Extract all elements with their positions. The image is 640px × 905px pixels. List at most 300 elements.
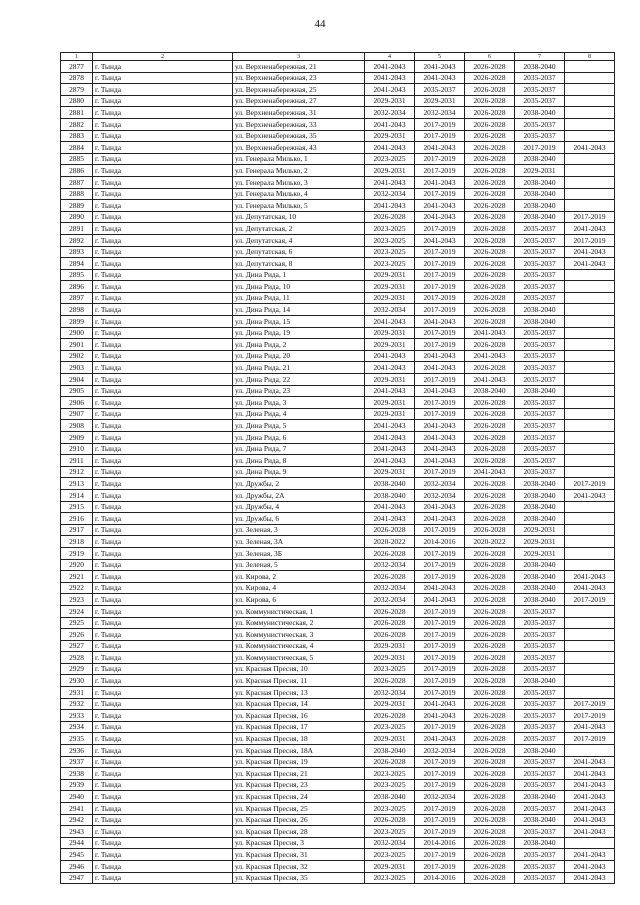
- row-number-cell: 2919: [61, 547, 93, 559]
- period-col8-cell: [565, 385, 615, 397]
- city-cell: г. Тында: [93, 814, 233, 826]
- table-row: [61, 814, 615, 826]
- period-col6-cell: 2041-2043: [465, 466, 515, 478]
- table-row: [61, 95, 615, 107]
- city-cell: г. Тында: [93, 142, 233, 154]
- period-col5-cell: 2017-2019: [415, 571, 465, 583]
- period-col8-cell: [565, 536, 615, 548]
- row-number-cell: 2905: [61, 385, 93, 397]
- period-col7-cell: 2035-2037: [515, 860, 565, 872]
- period-col7-cell: 2038-2040: [515, 61, 565, 73]
- period-col5-cell: 2017-2019: [415, 246, 465, 258]
- period-col4-cell: 2041-2043: [365, 362, 415, 374]
- period-col5-cell: 2017-2019: [415, 826, 465, 838]
- city-cell: г. Тында: [93, 455, 233, 467]
- period-col8-cell: [565, 629, 615, 641]
- period-col7-cell: 2038-2040: [515, 316, 565, 328]
- address-cell: ул. Дружбы, 2А: [233, 489, 365, 501]
- period-col8-cell: [565, 130, 615, 142]
- period-col5-cell: 2041-2043: [415, 234, 465, 246]
- period-col7-cell: 2035-2037: [515, 443, 565, 455]
- table-row: [61, 455, 615, 467]
- period-col5-cell: 2041-2043: [415, 443, 465, 455]
- city-cell: г. Тында: [93, 675, 233, 687]
- address-cell: ул. Коммунистическая, 1: [233, 605, 365, 617]
- row-number-cell: 2914: [61, 489, 93, 501]
- table-row: [61, 258, 615, 270]
- city-cell: г. Тында: [93, 768, 233, 780]
- city-cell: г. Тында: [93, 617, 233, 629]
- period-col8-cell: [565, 640, 615, 652]
- period-col4-cell: 2023-2025: [365, 234, 415, 246]
- table-row: [61, 223, 615, 235]
- period-col8-cell: 2041-2043: [565, 142, 615, 154]
- address-cell: ул. Генерала Милько, 2: [233, 165, 365, 177]
- table-row: [61, 547, 615, 559]
- period-col8-cell: 2041-2043: [565, 246, 615, 258]
- address-cell: ул. Дина Рида, 4: [233, 408, 365, 420]
- period-col6-cell: 2026-2028: [465, 269, 515, 281]
- row-number-cell: 2911: [61, 455, 93, 467]
- period-col6-cell: 2041-2043: [465, 350, 515, 362]
- period-col7-cell: 2038-2040: [515, 489, 565, 501]
- row-number-cell: 2901: [61, 339, 93, 351]
- period-col8-cell: [565, 687, 615, 699]
- city-cell: г. Тында: [93, 559, 233, 571]
- page-number: 44: [314, 18, 326, 30]
- address-cell: ул. Красная Пресня, 14: [233, 698, 365, 710]
- address-cell: ул. Депутатская, 4: [233, 234, 365, 246]
- period-col6-cell: 2026-2028: [465, 95, 515, 107]
- table-row: [61, 84, 615, 96]
- period-col6-cell: 2026-2028: [465, 200, 515, 212]
- row-number-cell: 2925: [61, 617, 93, 629]
- period-col8-cell: [565, 339, 615, 351]
- table-row: [61, 629, 615, 641]
- period-col4-cell: 2026-2028: [365, 524, 415, 536]
- row-number-cell: 2915: [61, 501, 93, 513]
- period-col4-cell: 2029-2031: [365, 130, 415, 142]
- period-col6-cell: 2026-2028: [465, 501, 515, 513]
- row-number-cell: 2909: [61, 432, 93, 444]
- city-cell: г. Тында: [93, 756, 233, 768]
- table-row: [61, 107, 615, 119]
- address-cell: ул. Генерала Милько, 4: [233, 188, 365, 200]
- address-cell: ул. Дина Рида, 1: [233, 269, 365, 281]
- city-cell: г. Тында: [93, 95, 233, 107]
- period-col6-cell: 2026-2028: [465, 513, 515, 525]
- col-header-5: 5: [415, 53, 465, 61]
- period-col5-cell: 2017-2019: [415, 629, 465, 641]
- period-col4-cell: 2029-2031: [365, 281, 415, 293]
- row-number-cell: 2883: [61, 130, 93, 142]
- period-col4-cell: 2032-2034: [365, 594, 415, 606]
- period-col5-cell: 2017-2019: [415, 397, 465, 409]
- city-cell: г. Тында: [93, 605, 233, 617]
- city-cell: г. Тында: [93, 489, 233, 501]
- city-cell: г. Тында: [93, 432, 233, 444]
- period-col6-cell: 2026-2028: [465, 582, 515, 594]
- period-col6-cell: 2026-2028: [465, 779, 515, 791]
- row-number-cell: 2899: [61, 316, 93, 328]
- period-col8-cell: 2041-2043: [565, 223, 615, 235]
- period-col6-cell: 2026-2028: [465, 397, 515, 409]
- period-col6-cell: 2026-2028: [465, 258, 515, 270]
- row-number-cell: 2879: [61, 84, 93, 96]
- row-number-cell: 2890: [61, 211, 93, 223]
- col-header-6: 6: [465, 53, 515, 61]
- row-number-cell: 2882: [61, 118, 93, 130]
- period-col4-cell: 2026-2028: [365, 675, 415, 687]
- period-col8-cell: [565, 745, 615, 757]
- period-col4-cell: 2041-2043: [365, 385, 415, 397]
- period-col5-cell: 2017-2019: [415, 258, 465, 270]
- period-col4-cell: 2029-2031: [365, 374, 415, 386]
- address-cell: ул. Дина Рида, 23: [233, 385, 365, 397]
- address-cell: ул. Генерала Милько, 3: [233, 176, 365, 188]
- city-cell: г. Тында: [93, 327, 233, 339]
- address-cell: ул. Красная Пресня, 18А: [233, 745, 365, 757]
- period-col5-cell: 2017-2019: [415, 223, 465, 235]
- period-col8-cell: 2017-2019: [565, 594, 615, 606]
- city-cell: г. Тында: [93, 84, 233, 96]
- period-col6-cell: 2026-2028: [465, 571, 515, 583]
- period-col6-cell: 2026-2028: [465, 339, 515, 351]
- col-header-1: 1: [61, 53, 93, 61]
- period-col8-cell: [565, 95, 615, 107]
- period-col6-cell: 2026-2028: [465, 234, 515, 246]
- period-col5-cell: 2017-2019: [415, 605, 465, 617]
- row-number-cell: 2940: [61, 791, 93, 803]
- row-number-cell: 2895: [61, 269, 93, 281]
- row-number-cell: 2904: [61, 374, 93, 386]
- period-col8-cell: 2041-2043: [565, 814, 615, 826]
- address-cell: ул. Кирова, 6: [233, 594, 365, 606]
- col-header-8: 8: [565, 53, 615, 61]
- period-col8-cell: [565, 397, 615, 409]
- period-col8-cell: 2017-2019: [565, 478, 615, 490]
- period-col6-cell: 2026-2028: [465, 710, 515, 722]
- period-col4-cell: 2023-2025: [365, 779, 415, 791]
- row-number-cell: 2938: [61, 768, 93, 780]
- row-number-cell: 2945: [61, 849, 93, 861]
- period-col6-cell: 2026-2028: [465, 281, 515, 293]
- period-col4-cell: 2026-2028: [365, 617, 415, 629]
- period-col6-cell: 2026-2028: [465, 640, 515, 652]
- row-number-cell: 2886: [61, 165, 93, 177]
- table-row: [61, 478, 615, 490]
- city-cell: г. Тында: [93, 791, 233, 803]
- period-col5-cell: 2041-2043: [415, 316, 465, 328]
- row-number-cell: 2931: [61, 687, 93, 699]
- period-col6-cell: 2026-2028: [465, 246, 515, 258]
- period-col7-cell: 2029-2031: [515, 536, 565, 548]
- table-row: [61, 698, 615, 710]
- period-col4-cell: 2029-2031: [365, 652, 415, 664]
- row-number-cell: 2906: [61, 397, 93, 409]
- row-number-cell: 2947: [61, 872, 93, 884]
- period-col5-cell: 2017-2019: [415, 188, 465, 200]
- address-cell: ул. Красная Пресня, 10: [233, 663, 365, 675]
- table-row: [61, 281, 615, 293]
- row-number-cell: 2922: [61, 582, 93, 594]
- table-body: [61, 61, 615, 884]
- city-cell: г. Тында: [93, 698, 233, 710]
- period-col8-cell: [565, 327, 615, 339]
- address-cell: ул. Дина Рида, 22: [233, 374, 365, 386]
- period-col6-cell: 2026-2028: [465, 675, 515, 687]
- table-row: [61, 594, 615, 606]
- city-cell: г. Тында: [93, 211, 233, 223]
- period-col8-cell: [565, 652, 615, 664]
- period-col7-cell: 2035-2037: [515, 223, 565, 235]
- period-col4-cell: 2038-2040: [365, 478, 415, 490]
- table-row: [61, 466, 615, 478]
- period-col5-cell: 2017-2019: [415, 281, 465, 293]
- period-col6-cell: 2026-2028: [465, 72, 515, 84]
- period-col4-cell: 2026-2028: [365, 756, 415, 768]
- address-cell: ул. Зеленая, 3: [233, 524, 365, 536]
- city-cell: г. Тында: [93, 733, 233, 745]
- period-col7-cell: 2035-2037: [515, 432, 565, 444]
- period-col7-cell: 2038-2040: [515, 814, 565, 826]
- period-col8-cell: [565, 455, 615, 467]
- period-col5-cell: 2017-2019: [415, 559, 465, 571]
- table-row: [61, 350, 615, 362]
- period-col8-cell: [565, 72, 615, 84]
- table-row: [61, 872, 615, 884]
- row-number-cell: 2928: [61, 652, 93, 664]
- period-col6-cell: 2026-2028: [465, 663, 515, 675]
- period-col8-cell: [565, 524, 615, 536]
- period-col4-cell: 2029-2031: [365, 165, 415, 177]
- period-col7-cell: 2035-2037: [515, 687, 565, 699]
- period-col8-cell: 2041-2043: [565, 779, 615, 791]
- row-number-cell: 2944: [61, 837, 93, 849]
- period-col5-cell: 2017-2019: [415, 153, 465, 165]
- city-cell: г. Тында: [93, 547, 233, 559]
- address-cell: ул. Дина Рида, 7: [233, 443, 365, 455]
- period-col4-cell: 2041-2043: [365, 350, 415, 362]
- table-row: [61, 524, 615, 536]
- table-row: [61, 118, 615, 130]
- city-cell: г. Тында: [93, 640, 233, 652]
- period-col5-cell: 2017-2019: [415, 640, 465, 652]
- period-col4-cell: 2023-2025: [365, 246, 415, 258]
- period-col4-cell: 2026-2028: [365, 605, 415, 617]
- table-row: [61, 443, 615, 455]
- period-col8-cell: [565, 362, 615, 374]
- period-col8-cell: 2017-2019: [565, 710, 615, 722]
- period-col5-cell: 2017-2019: [415, 675, 465, 687]
- address-cell: ул. Верхненабережная, 27: [233, 95, 365, 107]
- period-col8-cell: 2041-2043: [565, 826, 615, 838]
- period-col8-cell: [565, 605, 615, 617]
- period-col4-cell: 2029-2031: [365, 860, 415, 872]
- period-col6-cell: 2026-2028: [465, 617, 515, 629]
- city-cell: г. Тында: [93, 165, 233, 177]
- period-col5-cell: 2017-2019: [415, 617, 465, 629]
- period-col4-cell: 2041-2043: [365, 142, 415, 154]
- address-cell: ул. Красная Пресня, 17: [233, 721, 365, 733]
- address-cell: ул. Дина Рида, 9: [233, 466, 365, 478]
- table-row: [61, 791, 615, 803]
- address-cell: ул. Красная Пресня, 28: [233, 826, 365, 838]
- period-col6-cell: 2026-2028: [465, 559, 515, 571]
- period-col4-cell: 2023-2025: [365, 826, 415, 838]
- period-col6-cell: 2026-2028: [465, 61, 515, 73]
- period-col5-cell: 2041-2043: [415, 594, 465, 606]
- period-col4-cell: 2029-2031: [365, 733, 415, 745]
- row-number-cell: 2900: [61, 327, 93, 339]
- period-col7-cell: 2029-2031: [515, 165, 565, 177]
- address-cell: ул. Красная Пресня, 21: [233, 768, 365, 780]
- period-col6-cell: 2038-2040: [465, 385, 515, 397]
- period-col4-cell: 2032-2034: [365, 188, 415, 200]
- period-col7-cell: 2038-2040: [515, 675, 565, 687]
- address-cell: ул. Депутатская, 6: [233, 246, 365, 258]
- period-col4-cell: 2029-2031: [365, 292, 415, 304]
- row-number-cell: 2892: [61, 234, 93, 246]
- period-col4-cell: 2029-2031: [365, 269, 415, 281]
- period-col8-cell: 2017-2019: [565, 698, 615, 710]
- period-col7-cell: 2035-2037: [515, 95, 565, 107]
- period-col8-cell: [565, 304, 615, 316]
- period-col4-cell: 2029-2031: [365, 397, 415, 409]
- period-col7-cell: 2035-2037: [515, 246, 565, 258]
- address-cell: ул. Красная Пресня, 16: [233, 710, 365, 722]
- period-col7-cell: 2035-2037: [515, 756, 565, 768]
- city-cell: г. Тында: [93, 350, 233, 362]
- table-row: [61, 61, 615, 73]
- period-col6-cell: 2026-2028: [465, 826, 515, 838]
- city-cell: г. Тында: [93, 304, 233, 316]
- table-row: [61, 374, 615, 386]
- row-number-cell: 2878: [61, 72, 93, 84]
- period-col4-cell: 2023-2025: [365, 872, 415, 884]
- row-number-cell: 2897: [61, 292, 93, 304]
- row-number-cell: 2891: [61, 223, 93, 235]
- table-row: [61, 721, 615, 733]
- period-col7-cell: 2035-2037: [515, 768, 565, 780]
- period-col7-cell: 2035-2037: [515, 420, 565, 432]
- table-row: [61, 130, 615, 142]
- address-cell: ул. Верхненабережная, 23: [233, 72, 365, 84]
- city-cell: г. Тында: [93, 779, 233, 791]
- period-col4-cell: 2026-2028: [365, 211, 415, 223]
- row-number-cell: 2884: [61, 142, 93, 154]
- period-col6-cell: 2026-2028: [465, 211, 515, 223]
- period-col7-cell: 2035-2037: [515, 281, 565, 293]
- table-row: [61, 501, 615, 513]
- period-col8-cell: [565, 316, 615, 328]
- period-col6-cell: 2026-2028: [465, 142, 515, 154]
- period-col7-cell: 2035-2037: [515, 466, 565, 478]
- period-col7-cell: 2035-2037: [515, 849, 565, 861]
- period-col8-cell: [565, 350, 615, 362]
- period-col5-cell: 2041-2043: [415, 61, 465, 73]
- period-col5-cell: 2041-2043: [415, 733, 465, 745]
- period-col4-cell: 2041-2043: [365, 432, 415, 444]
- row-number-cell: 2924: [61, 605, 93, 617]
- period-col8-cell: 2041-2043: [565, 571, 615, 583]
- period-col5-cell: 2017-2019: [415, 524, 465, 536]
- period-col6-cell: 2026-2028: [465, 698, 515, 710]
- table-row: [61, 605, 615, 617]
- period-col8-cell: [565, 617, 615, 629]
- col-header-2: 2: [93, 53, 233, 61]
- city-cell: г. Тында: [93, 594, 233, 606]
- row-number-cell: 2894: [61, 258, 93, 270]
- address-cell: ул. Верхненабережная, 35: [233, 130, 365, 142]
- col-header-3: 3: [233, 53, 365, 61]
- address-cell: ул. Кирова, 4: [233, 582, 365, 594]
- period-col5-cell: 2029-2031: [415, 95, 465, 107]
- period-col5-cell: 2041-2043: [415, 432, 465, 444]
- period-col4-cell: 2029-2031: [365, 698, 415, 710]
- period-col8-cell: [565, 443, 615, 455]
- address-cell: ул. Дина Рида, 11: [233, 292, 365, 304]
- period-col7-cell: 2035-2037: [515, 258, 565, 270]
- table-row: [61, 339, 615, 351]
- period-col7-cell: 2038-2040: [515, 176, 565, 188]
- period-col8-cell: 2041-2043: [565, 872, 615, 884]
- city-cell: г. Тында: [93, 339, 233, 351]
- period-col4-cell: 2038-2040: [365, 791, 415, 803]
- table-row: [61, 200, 615, 212]
- period-col5-cell: 2035-2037: [415, 84, 465, 96]
- period-col5-cell: 2017-2019: [415, 339, 465, 351]
- period-col7-cell: 2035-2037: [515, 234, 565, 246]
- row-number-cell: 2930: [61, 675, 93, 687]
- row-number-cell: 2898: [61, 304, 93, 316]
- address-cell: ул. Зеленая, 3Б: [233, 547, 365, 559]
- period-col4-cell: 2026-2028: [365, 629, 415, 641]
- period-col4-cell: 2023-2025: [365, 663, 415, 675]
- period-col6-cell: 2026-2028: [465, 432, 515, 444]
- period-col4-cell: 2041-2043: [365, 176, 415, 188]
- city-cell: г. Тында: [93, 536, 233, 548]
- period-col7-cell: 2035-2037: [515, 629, 565, 641]
- period-col6-cell: 2026-2028: [465, 107, 515, 119]
- row-number-cell: 2910: [61, 443, 93, 455]
- period-col7-cell: 2038-2040: [515, 478, 565, 490]
- period-col4-cell: 2023-2025: [365, 768, 415, 780]
- period-col5-cell: 2041-2043: [415, 582, 465, 594]
- period-col6-cell: 2026-2028: [465, 594, 515, 606]
- table-row: [61, 432, 615, 444]
- period-col8-cell: [565, 153, 615, 165]
- period-col4-cell: 2029-2031: [365, 408, 415, 420]
- period-col7-cell: 2035-2037: [515, 339, 565, 351]
- row-number-cell: 2916: [61, 513, 93, 525]
- row-number-cell: 2893: [61, 246, 93, 258]
- period-col5-cell: 2017-2019: [415, 304, 465, 316]
- city-cell: г. Тында: [93, 710, 233, 722]
- row-number-cell: 2934: [61, 721, 93, 733]
- period-col5-cell: 2041-2043: [415, 72, 465, 84]
- row-number-cell: 2921: [61, 571, 93, 583]
- period-col6-cell: 2026-2028: [465, 803, 515, 815]
- period-col7-cell: 2035-2037: [515, 698, 565, 710]
- period-col4-cell: 2041-2043: [365, 118, 415, 130]
- row-number-cell: 2942: [61, 814, 93, 826]
- period-col5-cell: 2014-2016: [415, 872, 465, 884]
- address-cell: ул. Депутатская, 2: [233, 223, 365, 235]
- period-col5-cell: 2041-2043: [415, 420, 465, 432]
- period-col4-cell: 2038-2040: [365, 745, 415, 757]
- row-number-cell: 2903: [61, 362, 93, 374]
